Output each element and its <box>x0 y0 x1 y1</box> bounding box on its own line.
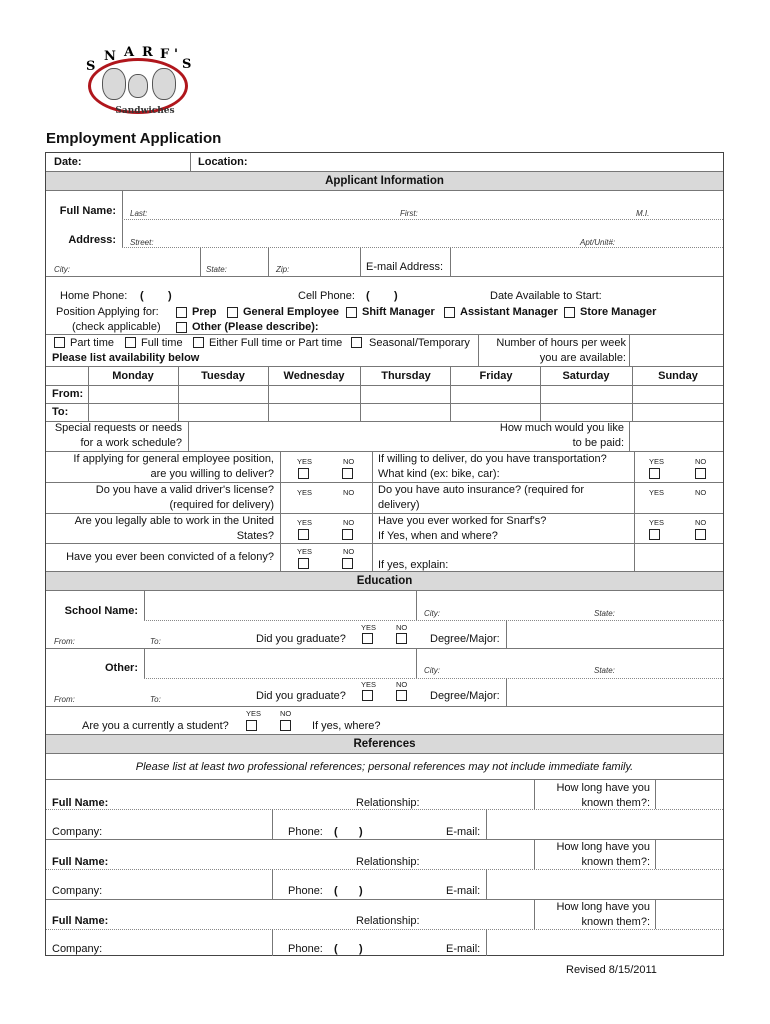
q3-line-1: Do you have a valid driver's license? <box>95 484 274 496</box>
q5-no-label: NO <box>343 518 355 527</box>
school-no-checkbox[interactable] <box>396 633 407 644</box>
location-label: Location: <box>198 156 248 168</box>
logo-letter: S <box>182 57 192 72</box>
position-other-checkbox[interactable] <box>176 322 187 333</box>
state-hint: State: <box>206 265 227 274</box>
availability-label: Please list availability below <box>52 352 200 364</box>
school-yes-label: YES <box>361 623 377 632</box>
last-name-hint: Last: <box>130 209 148 218</box>
other-graduate-label: Did you graduate? <box>256 690 346 702</box>
seasonal-checkbox[interactable] <box>351 337 362 348</box>
position-store-label: Store Manager <box>580 306 657 318</box>
day-monday: Monday <box>112 370 154 382</box>
student-where-label: If yes, where? <box>312 720 381 732</box>
student-label: Are you a currently a student? <box>82 720 229 732</box>
logo-letter: F <box>160 47 170 62</box>
ref1-known-2: known them?: <box>581 797 650 809</box>
other-state-hint: State: <box>594 666 615 675</box>
position-assistant-checkbox[interactable] <box>444 307 455 318</box>
application-form <box>45 152 724 956</box>
q5-line-1: Are you legally able to work in the United <box>74 515 274 527</box>
special-label-1: Special requests or needs <box>54 422 182 434</box>
ref2-phone-open: ( <box>334 885 338 897</box>
q6-no-checkbox[interactable] <box>695 529 706 540</box>
ref3-relationship-label: Relationship: <box>356 915 420 927</box>
seasonal-label: Seasonal/Temporary <box>369 337 470 349</box>
q4-line-2: delivery) <box>378 499 420 511</box>
q3-no-label: NO <box>343 488 355 497</box>
student-yes-label: YES <box>246 709 262 718</box>
day-tuesday: Tuesday <box>201 370 245 382</box>
ref2-known-1: How long have you <box>556 841 650 853</box>
q5-line-2: States? <box>236 530 274 542</box>
address-label: Address: <box>68 234 116 246</box>
q1-no-checkbox[interactable] <box>342 468 353 479</box>
part-time-label: Part time <box>70 337 115 349</box>
position-other-label: Other (Please describe): <box>192 321 319 333</box>
paid-label-2: to be paid: <box>572 437 624 449</box>
position-prep-checkbox[interactable] <box>176 307 187 318</box>
date-label: Date: <box>54 156 82 168</box>
ref2-phone-close: ) <box>359 885 363 897</box>
school-name-label: School Name: <box>64 605 138 617</box>
q6-no-label: NO <box>695 518 707 527</box>
ref1-relationship-label: Relationship: <box>356 797 420 809</box>
section-education: Education <box>46 571 723 591</box>
q4-yes-label: YES <box>649 488 665 497</box>
day-thursday: Thursday <box>381 370 431 382</box>
other-from-hint: From: <box>54 695 75 704</box>
logo-letter: ' <box>174 47 178 62</box>
ref2-name-label: Full Name: <box>52 856 109 868</box>
day-sunday: Sunday <box>658 370 698 382</box>
school-yes-checkbox[interactable] <box>362 633 373 644</box>
from-label: From: <box>52 388 84 400</box>
q5-yes-checkbox[interactable] <box>298 529 309 540</box>
position-shift-label: Shift Manager <box>362 306 435 318</box>
hours-label-2: you are available: <box>539 352 626 364</box>
other-city-hint: City: <box>424 666 440 675</box>
other-no-label: NO <box>396 680 408 689</box>
check-applicable: (check applicable) <box>72 321 161 333</box>
hours-label-1: Number of hours per week <box>496 337 626 349</box>
q1-yes-checkbox[interactable] <box>298 468 309 479</box>
ref3-phone-open: ( <box>334 943 338 955</box>
apt-hint: Apt/Unit#: <box>580 238 616 247</box>
q2-line-2: What kind (ex: bike, car): <box>378 468 500 480</box>
position-general-checkbox[interactable] <box>227 307 238 318</box>
day-wednesday: Wednesday <box>283 370 345 382</box>
full-time-label: Full time <box>141 337 183 349</box>
q6-yes-checkbox[interactable] <box>649 529 660 540</box>
position-label: Position Applying for: <box>56 306 159 318</box>
logo-letter: S <box>86 59 96 74</box>
position-general-label: General Employee <box>243 306 339 318</box>
school-city-hint: City: <box>424 609 440 618</box>
home-phone-open: ( <box>140 290 144 302</box>
ref3-company-label: Company: <box>52 943 103 955</box>
address-line[interactable] <box>122 247 723 248</box>
q3-yes-label: YES <box>297 488 313 497</box>
position-shift-checkbox[interactable] <box>346 307 357 318</box>
q6-yes-label: YES <box>649 518 665 527</box>
full-name-label: Full Name: <box>59 205 116 217</box>
q1-line-2: are you willing to deliver? <box>150 468 274 480</box>
ref2-known-2: known them?: <box>581 856 650 868</box>
home-phone-close: ) <box>168 290 172 302</box>
ref1-phone-label: Phone: <box>288 826 323 838</box>
other-school-label: Other: <box>105 662 138 674</box>
q2-yes-checkbox[interactable] <box>649 468 660 479</box>
cell-phone-open: ( <box>366 290 370 302</box>
ref2-phone-label: Phone: <box>288 885 323 897</box>
other-yes-checkbox[interactable] <box>362 690 373 701</box>
section-applicant: Applicant Information <box>46 171 723 191</box>
logo-letter: A <box>124 45 135 60</box>
paid-label-1: How much would you like <box>499 422 624 434</box>
ref3-phone-label: Phone: <box>288 943 323 955</box>
ref1-phone-close: ) <box>359 826 363 838</box>
position-store-checkbox[interactable] <box>564 307 575 318</box>
section-references: References <box>46 734 723 754</box>
ref1-company-label: Company: <box>52 826 103 838</box>
either-label: Either Full time or Part time <box>209 337 343 349</box>
ref2-company-label: Company: <box>52 885 103 897</box>
email-label: E-mail Address: <box>366 261 444 273</box>
part-time-checkbox[interactable] <box>54 337 65 348</box>
ref3-email-label: E-mail: <box>446 943 481 955</box>
q7-no-label: NO <box>343 547 355 556</box>
ref3-known-2: known them?: <box>581 916 650 928</box>
ref1-known-1: How long have you <box>556 782 650 794</box>
logo-subtitle: Sandwiches <box>115 106 175 116</box>
zip-hint: Zip: <box>276 265 290 274</box>
day-saturday: Saturday <box>562 370 610 382</box>
ref1-email-label: E-mail: <box>446 826 481 838</box>
school-no-label: NO <box>396 623 408 632</box>
page-title: Employment Application <box>46 130 222 147</box>
revision-footer: Revised 8/15/2011 <box>566 964 657 976</box>
q2-yes-label: YES <box>649 457 665 466</box>
q5-yes-label: YES <box>297 518 313 527</box>
ref3-name-label: Full Name: <box>52 915 109 927</box>
logo-lettering <box>80 44 198 84</box>
q4-no-label: NO <box>695 488 707 497</box>
ref2-relationship-label: Relationship: <box>356 856 420 868</box>
other-to-hint: To: <box>150 695 161 704</box>
first-name-hint: First: <box>400 209 418 218</box>
q8-label: If yes, explain: <box>378 559 449 571</box>
school-from-hint: From: <box>54 637 75 646</box>
mi-hint: M.I. <box>636 209 650 218</box>
student-no-label: NO <box>280 709 292 718</box>
school-state-hint: State: <box>594 609 615 618</box>
ref2-email-label: E-mail: <box>446 885 481 897</box>
references-note: Please list at least two professional references; personal references may not include immediate family. <box>135 761 634 773</box>
full-name-line[interactable] <box>122 219 723 220</box>
street-hint: Street: <box>130 238 154 247</box>
logo-letter: N <box>104 49 116 64</box>
q6-line-1: Have you ever worked for Snarf's? <box>378 515 547 527</box>
q3-line-2: (required for delivery) <box>169 499 274 511</box>
logo-letter: R <box>142 45 153 60</box>
full-time-checkbox[interactable] <box>125 337 136 348</box>
school-graduate-label: Did you graduate? <box>256 633 346 645</box>
to-label: To: <box>52 406 69 418</box>
snarfs-logo <box>78 44 196 122</box>
city-hint: City: <box>54 265 70 274</box>
q4-line-1: Do you have auto insurance? (required for <box>378 484 585 496</box>
day-friday: Friday <box>479 370 513 382</box>
ref1-name-label: Full Name: <box>52 797 109 809</box>
other-yes-label: YES <box>361 680 377 689</box>
position-prep-label: Prep <box>192 306 217 318</box>
q1-line-1: If applying for general employee position, <box>73 453 274 465</box>
cell-phone-label: Cell Phone: <box>298 290 355 302</box>
q2-no-label: NO <box>695 457 707 466</box>
student-no-checkbox[interactable] <box>280 720 291 731</box>
either-checkbox[interactable] <box>193 337 204 348</box>
cell-phone-close: ) <box>394 290 398 302</box>
q5-no-checkbox[interactable] <box>342 529 353 540</box>
other-no-checkbox[interactable] <box>396 690 407 701</box>
date-available-label: Date Available to Start: <box>490 290 602 302</box>
ref3-known-1: How long have you <box>556 901 650 913</box>
position-assistant-label: Assistant Manager <box>460 306 558 318</box>
ref1-phone-open: ( <box>334 826 338 838</box>
school-degree-label: Degree/Major: <box>430 633 500 645</box>
q6-line-2: If Yes, when and where? <box>378 530 498 542</box>
student-yes-checkbox[interactable] <box>246 720 257 731</box>
special-label-2: for a work schedule? <box>80 437 182 449</box>
q2-line-1: If willing to deliver, do you have transportation? <box>378 453 607 465</box>
other-degree-label: Degree/Major: <box>430 690 500 702</box>
q2-no-checkbox[interactable] <box>695 468 706 479</box>
q7-label: Have you ever been convicted of a felony? <box>66 551 274 563</box>
q1-no-label: NO <box>343 457 355 466</box>
q1-yes-label: YES <box>297 457 313 466</box>
q7-yes-checkbox[interactable] <box>298 558 309 569</box>
q7-no-checkbox[interactable] <box>342 558 353 569</box>
home-phone-label: Home Phone: <box>60 290 128 302</box>
school-to-hint: To: <box>150 637 161 646</box>
q7-yes-label: YES <box>297 547 313 556</box>
ref3-phone-close: ) <box>359 943 363 955</box>
